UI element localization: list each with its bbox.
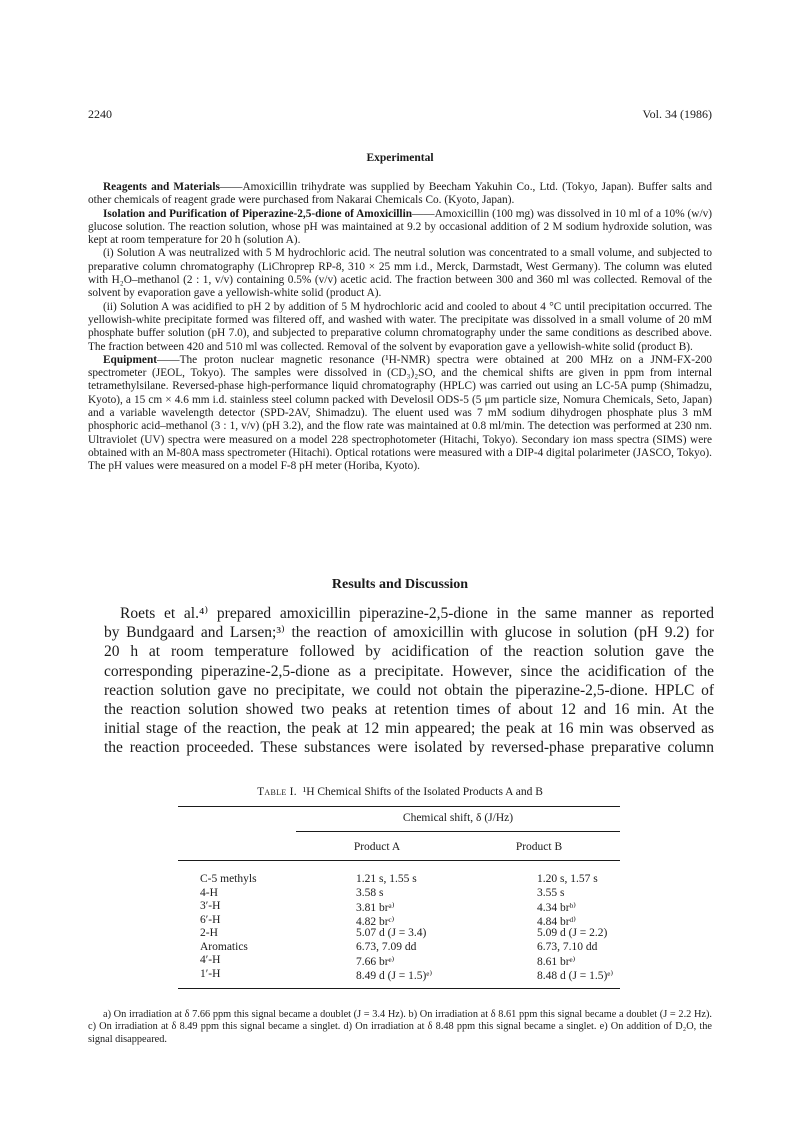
table-label: Table I.: [257, 786, 297, 798]
row-label: 4-H: [200, 886, 218, 899]
table-group-header: Chemical shift, δ (J/Hz): [402, 812, 514, 824]
row-label: 2-H: [200, 927, 218, 939]
table-title: ¹H Chemical Shifts of the Isolated Products A and B: [302, 786, 543, 798]
row-label: 4′-H: [200, 954, 221, 966]
product-b-value: 4.84 brᵈ⁾: [537, 915, 576, 928]
product-a-value: 3.58 s: [356, 886, 384, 899]
product-a-value: 7.66 brᵉ⁾: [356, 956, 395, 968]
table-top-rule: [178, 806, 620, 807]
column-header-product-a: Product A: [353, 841, 401, 853]
results-line: corresponding piperazine-2,5-dione as a precipitate. However, since the acidification of the: [104, 662, 714, 680]
volume-label: Vol. 34 (1986): [642, 107, 712, 121]
product-b-value: 4.34 brᵇ⁾: [537, 902, 576, 914]
isolation-dash: ——: [412, 207, 435, 220]
row-label: Aromatics: [200, 940, 248, 953]
results-line: the reaction proceeded. These substances were isolated by reversed-phase preparative column: [104, 739, 714, 757]
equipment-paragraph: [88, 354, 712, 474]
page-number: 2240: [88, 107, 112, 121]
experimental-section: [88, 181, 712, 474]
results-line: initial stage of the reaction, the peak at 12 min appeared; the peak at 16 min was observed as: [104, 720, 714, 738]
isolation-text: Amoxicillin (100 mg) was dissolved in 10 ml of a 10% (w/v) glucose solution. The reaction solution, whose pH was maintained at 9.2 by occasional addition of 2 M sodium hydroxide solution, was kept at room temperature for 20 h (solution A).: [88, 207, 712, 247]
results-paragraph: [104, 604, 714, 758]
procedure-i-paragraph: (i) Solution A was neutralized with 5 M hydrochloric acid. The neutral solution was concentrated to a small volume, and subjected to preparative column chromatography (LiChroprep RP-8, 310 × 25 mm i.d., Merck, Darmstadt, West Germany). The column was eluted with H₂O–methanol (2 : 1, v/v) containing 0.5% (v/v) acetic acid. The fraction between 300 and 360 ml was collected. Removal of the solvent by evaporation gave a yellowish-white solid (product A).: [88, 247, 712, 300]
table-footnotes: [88, 1009, 712, 1046]
reagents-heading: Reagents and Materials: [103, 181, 220, 193]
row-label: 6′-H: [200, 913, 221, 926]
results-line: by Bundgaard and Larsen;³⁾ the reaction of amoxicillin with glucose in solution (pH 9.2) for: [104, 624, 714, 642]
procedure-ii-paragraph: (ii) Solution A was acidified to pH 2 by addition of 5 M hydrochloric acid and cooled to about 4 °C until precipitation occurred. The yellowish-white precipitate formed was filtered off, and washed with water. The precipitate was dissolved in a small volume of 20 mM phosphate buffer solution (pH 7.0), and subjected to preparative column chromatography under the same conditions as described above. The fraction between 420 and 510 ml was collected. Removal of the solvent by evaporation gave a yellowish-white solid (product B).: [88, 300, 712, 353]
reagents-dash: ——: [219, 181, 243, 193]
product-b-value: 6.73, 7.10 dd: [537, 940, 598, 953]
product-a-value: 4.82 brᶜ⁾: [356, 915, 395, 928]
product-a-value: 5.07 d (J = 3.4): [356, 927, 427, 939]
product-a-value: 3.81 brᵃ⁾: [356, 902, 395, 914]
reagents-paragraph: [88, 181, 712, 208]
results-line: Roets et al.⁴⁾ prepared amoxicillin piperazine-2,5-dione in the same manner as reported: [120, 605, 714, 622]
isolation-heading: Isolation and Purification of Piperazine-2,5-dione of Amoxicillin: [103, 207, 412, 220]
reagents-text: Amoxicillin trihydrate was supplied by Beecham Yakuhin Co., Ltd. (Tokyo, Japan). Buffer salts and other chemicals of reagent grade were purchased from Nakarai Chemicals Co. (Kyoto, Japan).: [88, 181, 712, 207]
footnotes-text: a) On irradiation at δ 7.66 ppm this signal became a doublet (J = 3.4 Hz). b) On irradiation at δ 8.61 ppm this signal became a doublet (J = 2.2 Hz). c) On irradiation at δ 8.49 ppm this signal became a singlet. d) On irradiation at δ 8.48 ppm this signal became a singlet. e) On addition of D₂O, the signal disappeared.: [88, 1009, 712, 1045]
experimental-heading: Experimental: [366, 152, 434, 164]
row-label: 3′-H: [200, 900, 221, 912]
equipment-heading: Equipment: [103, 353, 157, 366]
equipment-dash: ——: [157, 353, 180, 366]
product-b-value: 3.55 s: [537, 886, 565, 899]
row-label: 1′-H: [200, 967, 221, 980]
results-heading: Results and Discussion: [331, 577, 469, 592]
column-header-product-b: Product B: [515, 841, 563, 853]
results-line: reaction solution gave no precipitate, we could not obtain the piperazine-2,5-dione. HPLC of: [104, 681, 714, 699]
product-a-value: 8.49 d (J = 1.5)ᵉ⁾: [356, 969, 433, 982]
product-a-value: 1.21 s, 1.55 s: [356, 873, 417, 885]
product-b-value: 8.61 brᵉ⁾: [537, 956, 576, 968]
row-label: C-5 methyls: [200, 873, 257, 885]
table-header-rule: [178, 860, 620, 861]
product-b-value: 1.20 s, 1.57 s: [537, 873, 598, 885]
table-group-rule: [296, 831, 620, 832]
product-b-value: 5.09 d (J = 2.2): [537, 927, 608, 939]
results-line: 20 h at room temperature followed by acidification of the reaction solution gave the: [104, 643, 714, 661]
equipment-text: The proton nuclear magnetic resonance (¹H-NMR) spectra were obtained at 200 MHz on a JNM-FX-200 spectrometer (JEOL, Tokyo). The samples were dissolved in (CD₃)₂SO, and the chemical shifts are given in ppm from internal tetramethylsilane. Reversed-phase high-performance liquid chromatography (HPLC) was carried out using an LC-5A pump (Shimadzu, Kyoto), a 15 cm × 4.6 mm i.d. stainless steel column packed with Develosil ODS-5 (5 μm particle size, Nomura Chemicals, Seto, Japan) and a variable wavelength detector (SPD-2AV, Shimadzu). The eluent used was 7 mM sodium dihydrogen phosphate plus 3 mM phosphoric acid–methanol (3 : 1, v/v) (pH 3.2), and the flow rate was maintained at 0.8 ml/min. The detection was performed at 230 nm. Ultraviolet (UV) spectra were measured on a model 228 spectrophotometer (Hitachi, Tokyo). Secondary ion mass spectra (SIMS) were obtained with an M-80A mass spectrometer (Hitachi). Optical rotations were measured with a DIP-4 digital polarimeter (JASCO, Tokyo). The pH values were measured on a model F-8 pH meter (Horiba, Kyoto).: [88, 353, 712, 473]
product-b-value: 8.48 d (J = 1.5)ᵉ⁾: [537, 969, 614, 982]
isolation-paragraph: [88, 208, 712, 248]
table-bottom-rule: [178, 988, 620, 989]
table-caption: [88, 786, 712, 798]
results-line: the reaction solution showed two peaks at retention times of about 12 and 16 min. At the: [104, 700, 714, 718]
product-a-value: 6.73, 7.09 dd: [356, 940, 417, 953]
